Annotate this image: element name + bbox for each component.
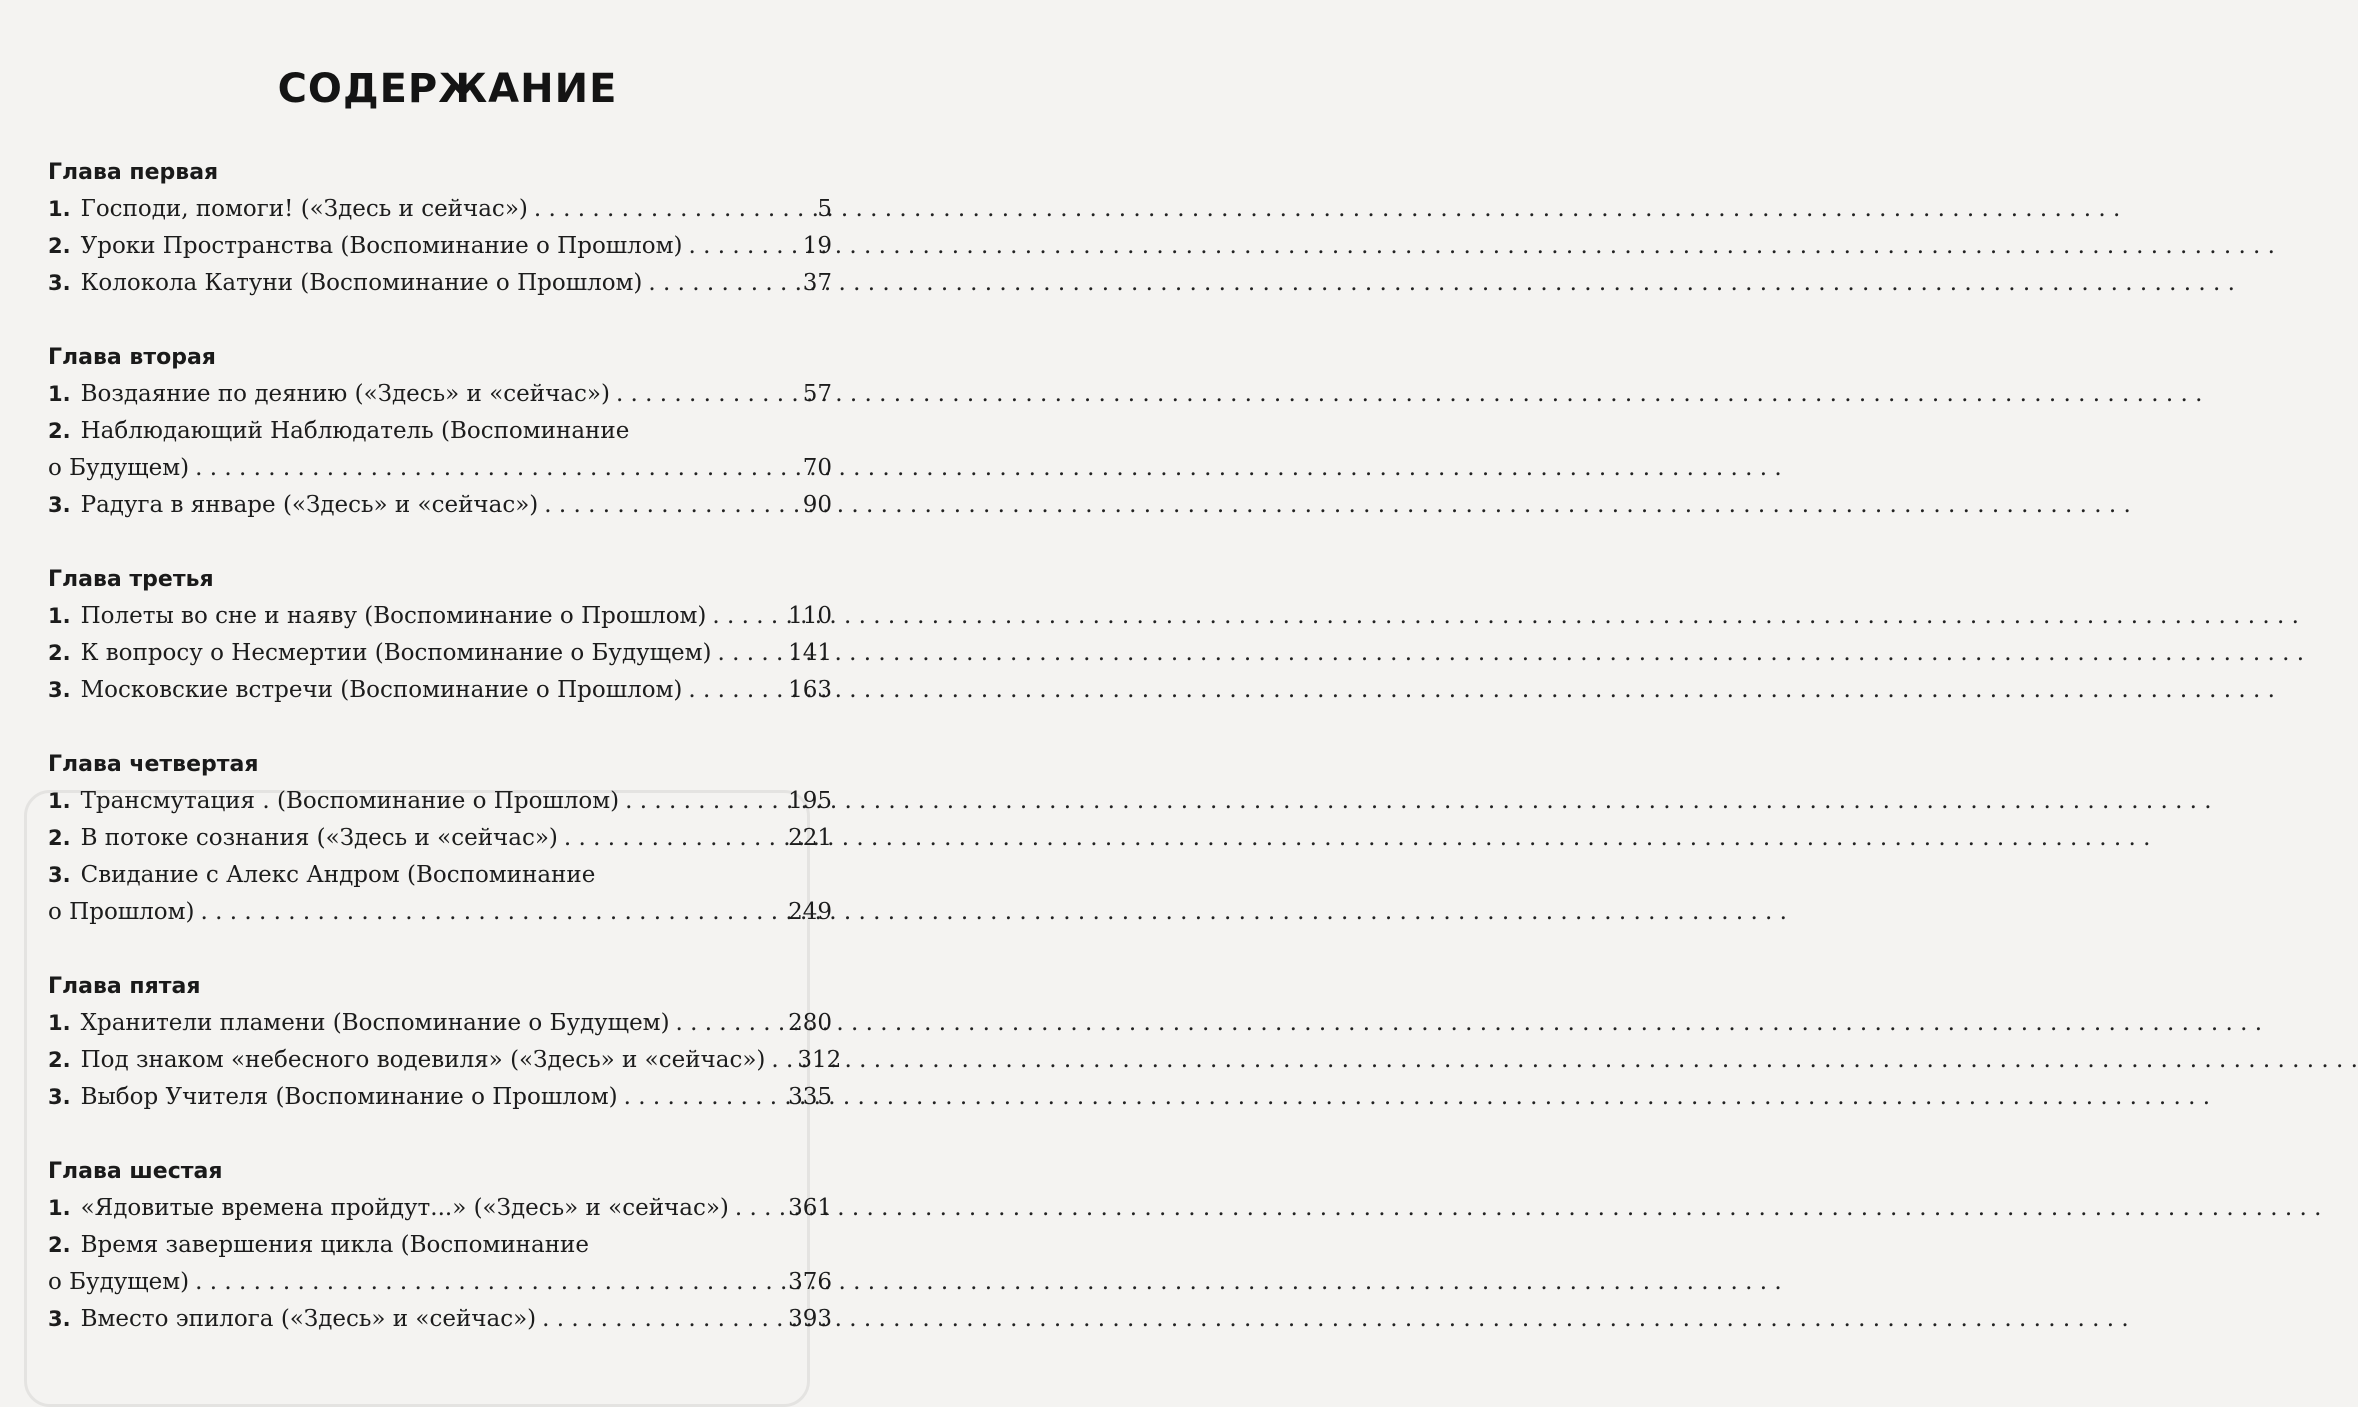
dot-leader [676, 1005, 783, 1042]
chapter-heading: Глава первая [48, 160, 219, 185]
entry-page: 141 [788, 640, 832, 666]
entry-number: 2. [48, 641, 71, 665]
entry-title: Господи, помоги! («Здесь и сейчас») [80, 196, 528, 222]
entry-title-continued: о Будущем) [48, 455, 190, 481]
entry-number: 3. [48, 1307, 71, 1331]
entry-title: Выбор Учителя (Воспоминание о Прошлом) [80, 1084, 618, 1110]
toc-entry [48, 487, 832, 524]
entry-title-continued: о Будущем) [48, 1269, 190, 1295]
entry-title: В потоке сознания («Здесь и «сейчас») [80, 825, 558, 851]
entry-number: 1. [48, 604, 71, 628]
entry-page: 90 [802, 492, 832, 518]
toc-entry [48, 265, 832, 302]
dot-leader [616, 376, 797, 413]
toc-entry [48, 376, 832, 413]
entry-number: 2. [48, 1048, 71, 1072]
entry-number: 3. [48, 493, 71, 517]
chapter-heading: Глава третья [48, 567, 214, 592]
entry-title: Воздаяние по деянию («Здесь» и «сейчас») [80, 381, 610, 407]
chapter-1 [48, 154, 832, 302]
toc-entry [48, 1301, 832, 1338]
entry-page: 70 [802, 455, 832, 481]
toc-entry [48, 783, 832, 820]
toc-entry [48, 820, 832, 857]
entry-title: Время завершения цикла (Воспоминание [80, 1232, 589, 1258]
chapter-3 [48, 561, 832, 709]
chapter-6 [48, 1153, 832, 1338]
toc-entry [48, 1005, 832, 1042]
entry-number: 1. [48, 197, 71, 221]
toc-entry [48, 228, 832, 265]
entry-title: Наблюдающий Наблюдатель (Воспоминание [80, 418, 630, 444]
dot-leader [624, 1079, 783, 1116]
chapter-2 [48, 339, 832, 524]
toc-entry [48, 1227, 832, 1301]
dot-leader [712, 598, 782, 635]
toc-entry [48, 857, 832, 931]
toc-entry [48, 1042, 842, 1079]
entry-page: 280 [788, 1010, 832, 1036]
page-title: СОДЕРЖАНИЕ [277, 66, 618, 112]
dot-leader [625, 783, 782, 820]
entry-number: 2. [48, 419, 71, 443]
dot-leader [534, 191, 812, 228]
entry-title: Вместо эпилога («Здесь» и «сейчас») [80, 1306, 537, 1332]
dot-leader [564, 820, 782, 857]
entry-number: 1. [48, 789, 71, 813]
chapter-heading: Глава пятая [48, 974, 201, 999]
book-page [0, 0, 895, 1401]
entry-page: 221 [788, 825, 832, 851]
entry-number: 3. [48, 1085, 71, 1109]
entry-number: 1. [48, 1011, 71, 1035]
entry-title: Уроки Пространства (Воспоминание о Прошлом) [80, 233, 683, 259]
entry-page: 376 [788, 1269, 832, 1295]
toc-entry [48, 635, 832, 672]
entry-page: 393 [788, 1306, 832, 1332]
entry-page: 195 [788, 788, 832, 814]
entry-number: 3. [48, 863, 71, 887]
chapter-heading: Глава вторая [48, 345, 216, 370]
entry-title: К вопросу о Несмертии (Воспоминание о Будущем) [80, 640, 712, 666]
entry-page: 57 [802, 381, 832, 407]
entry-title: Колокола Катуни (Воспоминание о Прошлом) [80, 270, 643, 296]
dot-leader [735, 1190, 782, 1227]
entry-number: 2. [48, 234, 71, 258]
entry-page: 5 [817, 196, 832, 222]
entry-number: 2. [48, 1233, 71, 1257]
dot-leader [689, 228, 797, 265]
entry-page: 19 [802, 233, 832, 259]
dot-leader [542, 1301, 782, 1338]
chapter-heading: Глава четвертая [48, 752, 259, 777]
entry-title: Радуга в январе («Здесь» и «сейчас») [80, 492, 539, 518]
toc-entry [48, 191, 832, 228]
dot-leader [718, 635, 783, 672]
entry-page: 335 [788, 1084, 832, 1110]
dot-leader [688, 672, 782, 709]
dot-leader [771, 1042, 791, 1079]
dot-leader [544, 487, 796, 524]
toc-entry [48, 598, 832, 635]
entry-page: 312 [797, 1047, 842, 1073]
toc-entry [48, 1190, 832, 1227]
toc-entry [48, 1079, 832, 1116]
entry-page: 163 [788, 677, 832, 703]
dot-leader [195, 450, 797, 487]
entry-number: 1. [48, 382, 71, 406]
entry-number: 3. [48, 678, 71, 702]
toc-entry [48, 672, 832, 709]
entry-page: 249 [788, 899, 832, 925]
entry-title: Московские встречи (Воспоминание о Прошлом) [80, 677, 683, 703]
entry-page: 37 [802, 270, 832, 296]
entry-title-continued: о Прошлом) [48, 899, 195, 925]
entry-page: 361 [788, 1195, 832, 1221]
dot-leader [648, 265, 796, 302]
entry-title: Под знаком «небесного водевиля» («Здесь» и «сейчас») [80, 1047, 766, 1073]
entry-page: 110 [788, 603, 832, 629]
toc-entry [48, 413, 832, 487]
dot-leader [201, 894, 783, 931]
entry-number: 2. [48, 826, 71, 850]
dot-leader [195, 1264, 782, 1301]
chapter-heading: Глава шестая [48, 1159, 223, 1184]
entry-number: 1. [48, 1196, 71, 1220]
entry-title: Хранители пламени (Воспоминание о Будущем) [80, 1010, 670, 1036]
chapter-5 [48, 968, 842, 1116]
entry-title: Свидание с Алекс Андром (Воспоминание [80, 862, 596, 888]
chapter-4 [48, 746, 832, 931]
entry-title: «Ядовитые времена пройдут...» («Здесь» и «сейчас») [80, 1195, 729, 1221]
entry-title: Трансмутация . (Воспоминание о Прошлом) [80, 788, 620, 814]
entry-number: 3. [48, 271, 71, 295]
entry-title: Полеты во сне и наяву (Воспоминание о Прошлом) [80, 603, 707, 629]
